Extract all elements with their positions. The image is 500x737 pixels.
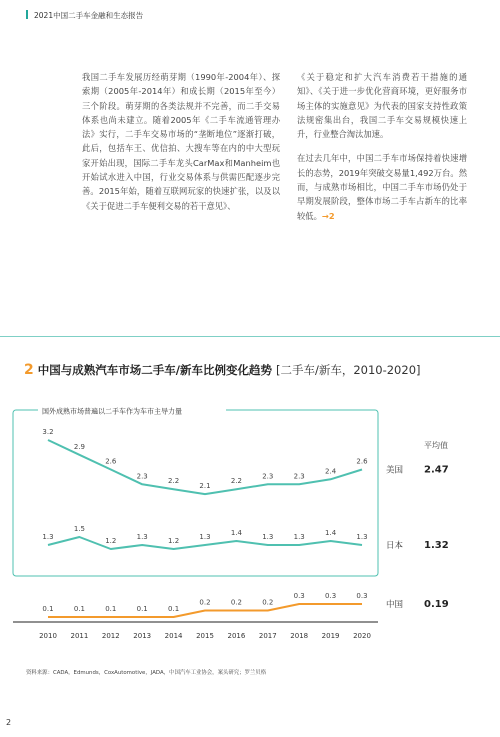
data-label: 0.3 [293,592,305,600]
data-label: 2.9 [73,442,85,451]
data-label: 1.2 [168,537,180,545]
data-label: 0.1 [73,605,85,613]
section-divider [0,336,500,337]
data-label: 2.3 [136,472,148,481]
data-label: 2.3 [262,472,274,481]
chart-section-title [24,362,421,378]
x-tick-label: 2020 [353,632,371,640]
data-label: 1.2 [105,537,117,545]
series-name-label: 美国 [386,465,404,476]
right-paragraph-2 [297,151,467,222]
data-label: 0.3 [325,592,337,600]
x-tick-label: 2019 [321,632,340,640]
right-paragraph-2-text: 在过去几年中，中国二手车市场保持着快速增长的态势，2019年突破交易量1,492万台。然而，与成熟市场相比，中国二手车市场仍处于早期发展阶段，整体市场二手车占新车的比率较低。 [297,153,467,221]
x-tick-label: 2015 [196,632,214,640]
average-header: 平均值 [424,441,448,450]
data-label: 2.2 [230,477,242,486]
data-label: 0.2 [262,598,274,607]
x-tick-label: 2014 [164,632,183,640]
data-label: 2.6 [356,457,368,466]
left-paragraph: 我国二手车发展历经萌芽期（1990年-2004年）、探索期（2005年-2014年）和成长期（2015年至今）三个阶段。萌芽期的各类法规并不完善，而二手交易体系也尚未建立。随着2005年《二手车流通管理办法》实行，二手车交易市场的“垄断地位”逐渐打破，此后，包括车王、优信拍、大搜车等在内的中大型玩家开始出现，国际二手车龙头CarMax和Manheim也开始试水进入中国，行业交易体系与供需匹配逐步完善。2015年始，随着互联网玩家的快速扩张，以及以《关于促进二手车便利交易的若干意见》、 [82,72,280,211]
data-label: 1.3 [136,533,148,541]
data-label: 1.3 [262,533,274,541]
figure-reference-link[interactable]: →2 [321,210,335,221]
right-paragraph-1: 《关于稳定和扩大汽车消费若干措施的通知》、《关于进一步优化营商环境，更好服务市场主体的实施意见》为代表的国家支持性政策法规密集出台，我国二手车交易规模快速上升，行业整合淘汰加速。 [297,72,467,140]
data-label: 3.2 [42,428,54,436]
data-label: 0.1 [105,605,117,613]
x-tick-label: 2010 [39,632,57,640]
data-label: 0.3 [356,592,368,600]
data-label: 2.1 [199,482,211,491]
data-label: 2.4 [325,467,337,476]
data-label: 0.2 [199,598,211,607]
header-accent-bar [26,10,28,19]
x-tick-label: 2018 [290,632,309,640]
x-tick-label: 2012 [101,632,120,640]
data-label: 2.3 [293,472,305,481]
data-label: 1.4 [230,529,242,537]
used-new-ratio-chart [0,400,500,650]
x-tick-label: 2017 [258,632,277,640]
data-label: 0.1 [168,605,180,613]
x-tick-label: 2011 [70,632,89,640]
data-label: 1.5 [73,525,85,533]
series-name-label: 中国 [386,600,404,610]
data-label: 0.2 [230,598,242,607]
data-label: 1.3 [356,533,368,541]
section-number: 2 [24,362,34,378]
section-subtitle: [二手车/新车，2010-2020] [275,363,421,377]
data-label: 0.1 [42,605,54,613]
data-label: 1.3 [42,533,54,541]
series-average-value: 1.32 [424,540,449,551]
body-left-column [82,70,280,223]
data-label: 2.6 [105,457,117,466]
data-label: 1.4 [325,529,337,537]
data-label: 1.3 [199,533,211,541]
source-note: 资料来源：CADA，Edmunds，CoxAutomotive，JADA，中国汽车工业协会，案头研究；罗兰贝格 [26,670,267,676]
data-label: 0.1 [136,605,148,613]
report-header [26,10,143,21]
data-label: 2.2 [168,477,180,486]
section-title-text: 中国与成熟汽车市场二手车/新车比例变化趋势 [37,363,272,377]
data-label: 1.3 [293,533,305,541]
x-tick-label: 2013 [133,632,152,640]
page-number: 2 [6,718,12,727]
chart-annotation: 国外成熟市场普遍以二手车作为车市主导力量 [42,407,182,416]
x-tick-label: 2016 [227,632,246,640]
body-right-column [297,70,467,233]
series-name-label: 日本 [386,541,404,551]
series-average-value: 2.47 [424,464,449,476]
series-average-value: 0.19 [424,599,449,610]
report-title: 2021中国二手车金融和生态报告 [34,11,144,20]
